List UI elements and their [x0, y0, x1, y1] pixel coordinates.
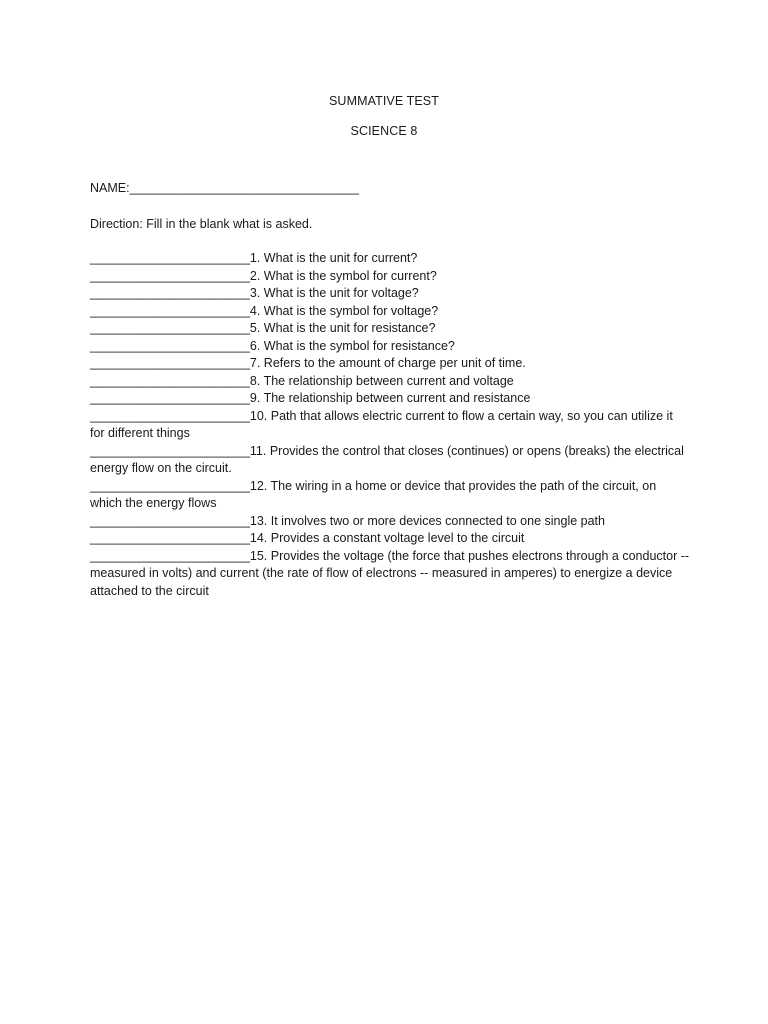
question-text: 14. Provides a constant voltage level to the circuit [249, 531, 525, 545]
question-text: 13. It involves two or more devices connected to one single path [249, 513, 605, 528]
answer-blank[interactable]: _______________________ [90, 268, 250, 283]
question-text: 10. Path that allows electric current to flow a certain way, so you can utilize it for different things [90, 408, 673, 440]
answer-blank[interactable]: _______________________ [90, 513, 250, 528]
test-title: SUMMATIVE TEST [329, 94, 439, 108]
name-line [90, 180, 359, 197]
answer-blank[interactable]: _______________________ [90, 478, 250, 493]
question-text: 15. Provides the voltage (the force that pushes electrons through a conductor -- measured in volts) and current (the rate of flow of electrons -- measured in amperes) to energize a device attached to the circuit [90, 548, 690, 598]
question-text: 5. What is the unit for resistance? [249, 321, 436, 335]
answer-blank[interactable]: _______________________ [90, 303, 250, 318]
name-blank[interactable]: _________________________________ [129, 181, 360, 195]
question-item [90, 478, 690, 513]
question-text: 12. The wiring in a home or device that provides the path of the circuit, on which the energy flows [90, 478, 657, 510]
question-text: 2. What is the symbol for current? [249, 268, 437, 283]
question-item [90, 303, 690, 321]
question-item [90, 408, 690, 443]
answer-blank[interactable]: _______________________ [90, 548, 250, 563]
test-subject: SCIENCE 8 [350, 124, 418, 138]
answer-blank[interactable]: _______________________ [90, 286, 250, 300]
answer-blank[interactable]: _______________________ [90, 338, 250, 353]
question-text: 6. What is the symbol for resistance? [249, 338, 455, 353]
question-item [90, 250, 690, 268]
question-list [90, 250, 690, 600]
question-item [90, 390, 690, 408]
question-item [90, 443, 690, 478]
answer-blank[interactable]: _______________________ [90, 373, 250, 388]
question-item [90, 320, 690, 338]
question-item [90, 268, 690, 286]
answer-blank[interactable]: _______________________ [90, 408, 250, 423]
answer-blank[interactable]: _______________________ [90, 391, 250, 405]
direction-text: Direction: Fill in the blank what is asked. [90, 217, 313, 231]
question-item [90, 548, 690, 601]
question-text: 3. What is the unit for voltage? [249, 286, 419, 300]
name-label: NAME: [90, 181, 130, 195]
question-text: 7. Refers to the amount of charge per unit of time. [249, 356, 526, 370]
question-item [90, 285, 690, 303]
question-text: 1. What is the unit for current? [249, 251, 418, 265]
question-text: 11. Provides the control that closes (continues) or opens (breaks) the electrical energy flow on the circuit. [90, 443, 684, 475]
question-item [90, 373, 690, 391]
question-item [90, 355, 690, 373]
answer-blank[interactable]: _______________________ [90, 443, 250, 458]
answer-blank[interactable]: _______________________ [90, 356, 250, 370]
question-text: 4. What is the symbol for voltage? [249, 303, 439, 318]
question-item [90, 513, 690, 531]
answer-blank[interactable]: _______________________ [90, 251, 250, 265]
question-item [90, 530, 690, 548]
answer-blank[interactable]: _______________________ [90, 321, 250, 335]
question-text: 8. The relationship between current and voltage [249, 373, 514, 388]
question-item [90, 338, 690, 356]
answer-blank[interactable]: _______________________ [90, 531, 250, 545]
question-text: 9. The relationship between current and resistance [249, 391, 531, 405]
